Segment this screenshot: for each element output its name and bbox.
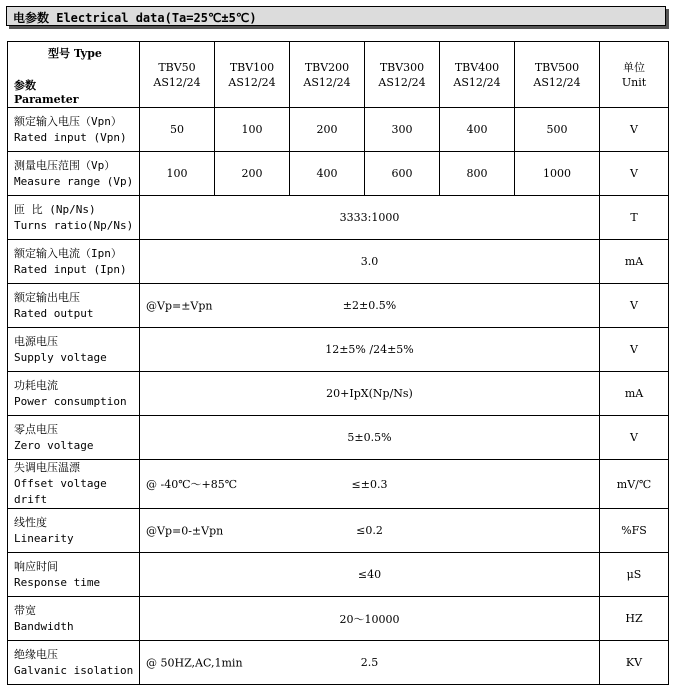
unit-cell: V [600, 416, 669, 460]
parameter-name-cn: 额定输出电压 [14, 290, 80, 304]
table-row [8, 152, 669, 196]
parameter-cell [8, 597, 140, 641]
table-row [8, 416, 669, 460]
type-label: 型号 Type [48, 46, 102, 60]
parameter-name-en: Supply voltage [14, 350, 107, 364]
parameter-name-cn: 失调电压温漂 [14, 461, 80, 474]
unit-cell: HZ [600, 597, 669, 641]
value-text: 12±5% /24±5% [325, 343, 414, 356]
unit-cell: V [600, 284, 669, 328]
parameter-name-en: Galvanic isolation [14, 663, 134, 677]
section-title: 电参数 Electrical data(Ta=25℃±5℃) [13, 11, 257, 25]
value-text: 5±0.5% [347, 431, 392, 444]
parameter-cell [8, 641, 140, 685]
parameter-name-cn: 测量电压范围（Vp） [14, 158, 116, 172]
table-row [8, 284, 669, 328]
table-row [8, 328, 669, 372]
model-variant: AS12/24 [153, 75, 201, 89]
value-cell: 100 [140, 152, 215, 196]
model-name: TBV300 [379, 60, 425, 74]
unit-cell: KV [600, 641, 669, 685]
table-row [8, 372, 669, 416]
merged-value-cell [140, 240, 600, 284]
value-cell: 100 [215, 108, 290, 152]
parameter-cell [8, 196, 140, 240]
model-header-cell [365, 42, 440, 108]
model-variant: AS12/24 [378, 75, 426, 89]
parameter-name-cn: 带宽 [14, 603, 36, 617]
merged-value-cell [140, 460, 600, 509]
parameter-cell [8, 509, 140, 553]
parameter-name-cn: 线性度 [14, 515, 47, 529]
unit-header-cell [600, 42, 669, 108]
value-text: 20～10000 [339, 612, 400, 626]
parameter-name-cn: 匝 比 (Np/Ns) [14, 202, 96, 216]
unit-cell: μS [600, 553, 669, 597]
value-cell: 200 [290, 108, 365, 152]
parameter-name-en: Rated output [14, 306, 94, 320]
value-text: 3333:1000 [339, 211, 400, 224]
value-cell: 50 [140, 108, 215, 152]
table-row [8, 641, 669, 685]
table-row [8, 597, 669, 641]
header-row [8, 42, 669, 108]
unit-cell: V [600, 108, 669, 152]
value-text: ≤0.2 [356, 524, 383, 537]
unit-cell: mA [600, 240, 669, 284]
parameter-cell [8, 328, 140, 372]
merged-value-cell [140, 328, 600, 372]
parameter-cell [8, 372, 140, 416]
merged-value-cell [140, 196, 600, 240]
parameter-name-cn: 电源电压 [14, 334, 58, 348]
parameter-cell [8, 108, 140, 152]
condition-note: @Vp=0-±Vpn [146, 524, 224, 537]
parameter-cell [8, 416, 140, 460]
parameter-name-en: Zero voltage [14, 438, 94, 452]
parameter-name-en: Bandwidth [14, 619, 74, 633]
model-header-cell [440, 42, 515, 108]
parameter-cell [8, 284, 140, 328]
model-name: TBV50 [158, 60, 196, 74]
value-text: ±2±0.5% [342, 299, 397, 312]
model-name: TBV200 [304, 60, 350, 74]
value-cell: 500 [515, 108, 600, 152]
value-cell: 300 [365, 108, 440, 152]
condition-note: @Vp=±Vpn [146, 299, 213, 312]
parameter-name-cn: 零点电压 [14, 422, 58, 436]
parameter-name-en: Response time [14, 575, 101, 589]
parameter-name-en: Offset voltage drift [14, 477, 107, 506]
parameter-cell [8, 553, 140, 597]
unit-label-cn: 单位 [623, 60, 645, 74]
electrical-data-table [7, 41, 669, 685]
table-row [8, 553, 669, 597]
table-row [8, 460, 669, 509]
model-header-cell [215, 42, 290, 108]
parameter-name-en: Measure range (Vp) [14, 174, 134, 188]
value-cell: 200 [215, 152, 290, 196]
unit-cell: %FS [600, 509, 669, 553]
value-text: 3.0 [360, 255, 379, 268]
unit-label-en: Unit [621, 75, 647, 89]
table-row [8, 509, 669, 553]
unit-cell: mA [600, 372, 669, 416]
parameter-cell [8, 152, 140, 196]
model-variant: AS12/24 [228, 75, 276, 89]
value-text: 20+IpX(Np/Ns) [326, 387, 413, 400]
value-text: 2.5 [360, 656, 379, 669]
value-text: ≤±0.3 [351, 477, 388, 491]
value-cell: 400 [290, 152, 365, 196]
table-row [8, 240, 669, 284]
condition-note: @ 50HZ,AC,1min [146, 656, 243, 669]
parameter-name-cn: 响应时间 [14, 559, 58, 573]
parameter-name-en: Linearity [14, 531, 74, 545]
unit-cell: T [600, 196, 669, 240]
merged-value-cell [140, 284, 600, 328]
model-header-cell [290, 42, 365, 108]
merged-value-cell [140, 597, 600, 641]
value-cell: 1000 [515, 152, 600, 196]
unit-cell: V [600, 328, 669, 372]
model-variant: AS12/24 [453, 75, 501, 89]
condition-note: @ -40℃～+85℃ [146, 478, 238, 491]
corner-header-cell [8, 42, 140, 108]
model-header-cell [140, 42, 215, 108]
merged-value-cell [140, 641, 600, 685]
parameter-name-cn: 绝缘电压 [14, 647, 58, 661]
model-variant: AS12/24 [533, 75, 581, 89]
table-row [8, 108, 669, 152]
value-text: ≤40 [357, 568, 382, 581]
model-header-cell [515, 42, 600, 108]
model-name: TBV400 [454, 60, 500, 74]
value-cell: 600 [365, 152, 440, 196]
parameter-name-en: Rated input (Ipn) [14, 262, 127, 276]
value-cell: 800 [440, 152, 515, 196]
section-title-bar [6, 6, 666, 26]
parameter-name-en: Rated input (Vpn) [14, 130, 127, 144]
parameter-name-cn: 额定输入电压（Vpn） [14, 114, 122, 128]
parameter-name-cn: 额定输入电流（Ipn） [14, 246, 122, 260]
table-row [8, 196, 669, 240]
parameter-label-cn: 参数 [14, 78, 36, 92]
merged-value-cell [140, 509, 600, 553]
unit-cell: mV/℃ [600, 460, 669, 509]
model-variant: AS12/24 [303, 75, 351, 89]
merged-value-cell [140, 553, 600, 597]
parameter-cell [8, 460, 140, 509]
parameter-name-en: Power consumption [14, 394, 127, 408]
parameter-label-en: Parameter [14, 92, 79, 106]
model-name: TBV500 [534, 60, 580, 74]
merged-value-cell [140, 372, 600, 416]
value-cell: 400 [440, 108, 515, 152]
unit-cell: V [600, 152, 669, 196]
parameter-name-cn: 功耗电流 [14, 378, 58, 392]
model-name: TBV100 [229, 60, 275, 74]
merged-value-cell [140, 416, 600, 460]
parameter-name-en: Turns ratio(Np/Ns) [14, 218, 134, 232]
parameter-cell [8, 240, 140, 284]
